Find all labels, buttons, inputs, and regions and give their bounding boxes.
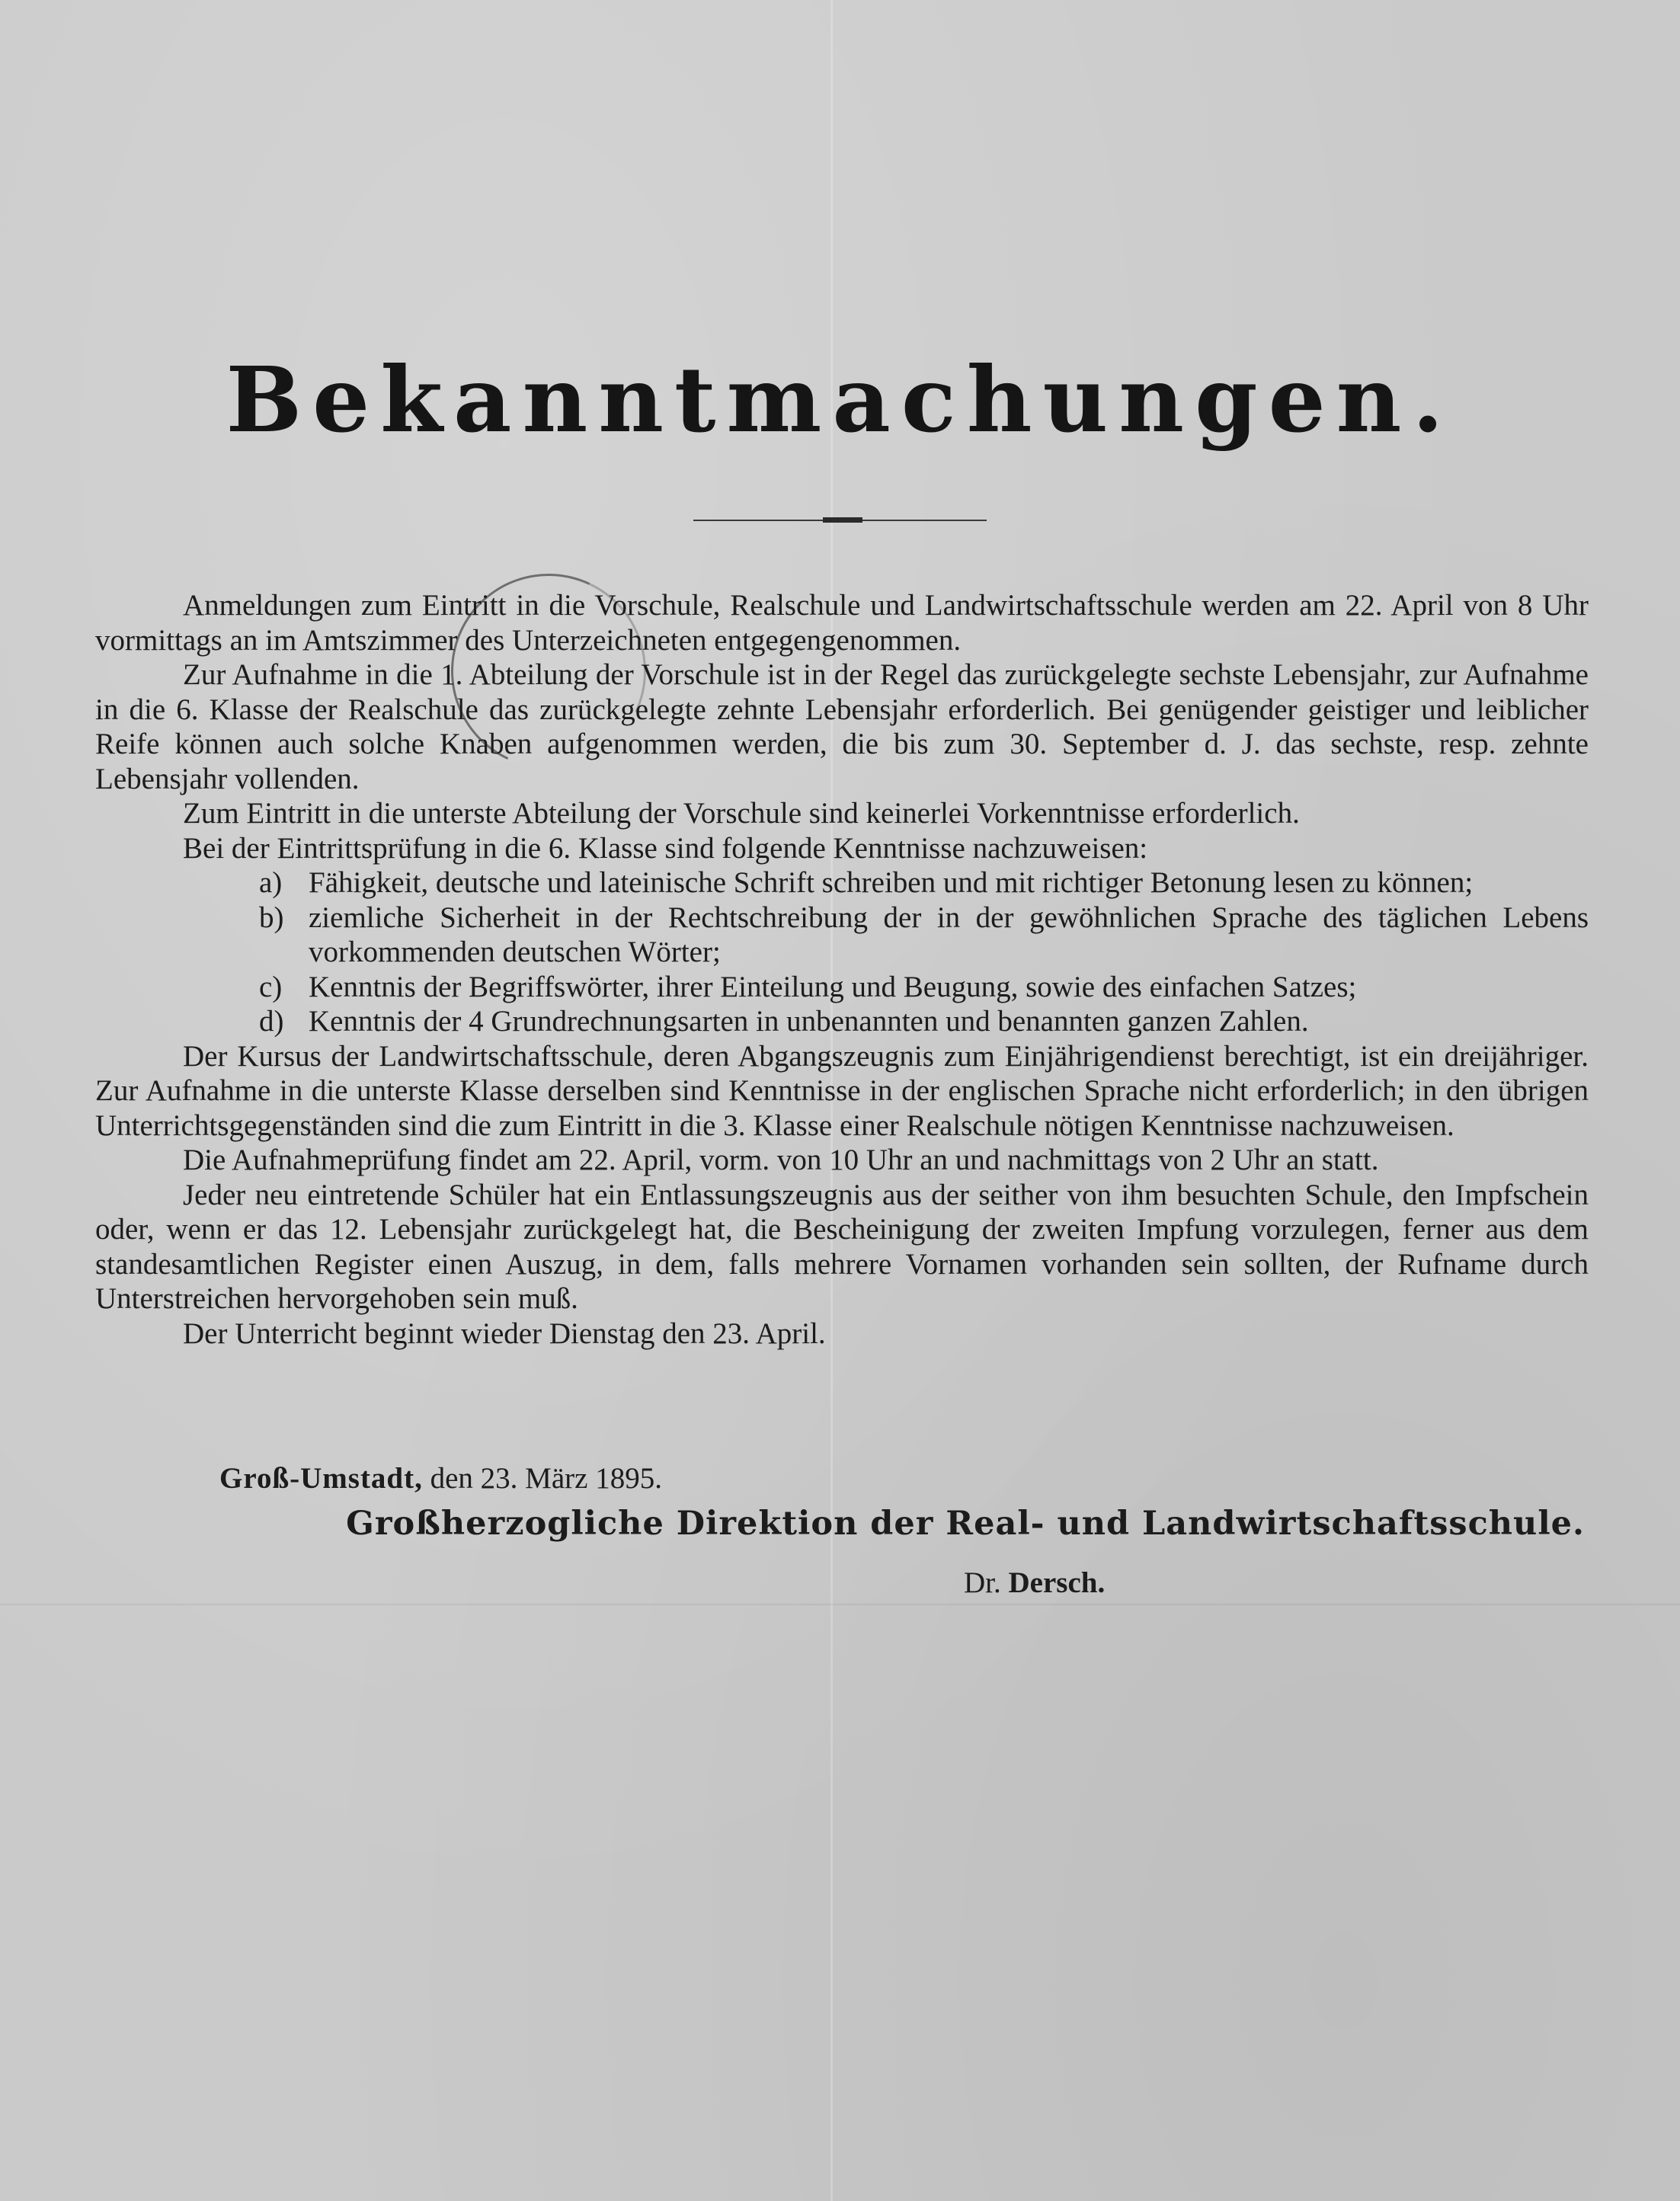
list-item — [95, 1004, 1589, 1039]
list-item-text: ziemliche Sicherheit in der Rechtschreibung der in der gewöhnlichen Sprache des täglichen Lebens vorkommenden deutschen Wörter; — [309, 901, 1589, 968]
paragraph: Anmeldungen zum Eintritt in die Vorschule, Realschule und Landwirtschaftsschule werden am 22. April von 8 Uhr vormittags an im Amtszimmer des Unterzeichneten entgegengenommen. — [95, 589, 1589, 657]
dateline-date: den 23. März 1895. — [430, 1462, 662, 1495]
list-item-label: d) — [259, 1005, 284, 1038]
paragraph: Die Aufnahmeprüfung findet am 22. April, vorm. von 10 Uhr an und nachmittags von 2 Uhr an statt. — [183, 1144, 1379, 1176]
dateline — [219, 1461, 662, 1496]
signature-name: Dersch. — [1008, 1566, 1106, 1599]
list-item — [95, 865, 1589, 901]
title-rule-ornament — [823, 517, 862, 523]
list-item — [95, 901, 1589, 970]
signature — [964, 1566, 1105, 1600]
list-item-label: c) — [259, 970, 283, 1003]
list-item-label: b) — [259, 901, 284, 934]
document-title: Bekanntmachungen. — [226, 347, 1454, 453]
list-item-text: Kenntnis der Begriffswörter, ihrer Einteilung und Beugung, sowie des einfachen Satzes; — [309, 970, 1357, 1003]
paragraph: Zum Eintritt in die unterste Abteilung der Vorschule sind keinerlei Vorkenntnisse erforderlich. — [183, 797, 1300, 830]
paragraph: Bei der Eintrittsprüfung in die 6. Klasse sind folgende Kenntnisse nachzuweisen: — [183, 831, 1148, 865]
paragraph: Jeder neu eintretende Schüler hat ein Entlassungszeugnis aus der seither von ihm besuchten Schule, den Impfschein oder, wenn er das 12. Lebensjahr zurückgelegt hat, die Bescheinigung der zweiten Impfung vorzulegen, ferner aus dem standesamtlichen Register einen Auszug, in dem, falls mehrere Vornamen vorhanden sein sollten, der Rufname durch Unterstreichen hervorgehoben sein muß. — [95, 1178, 1589, 1315]
paragraph: Zur Aufnahme in die 1. Abteilung der Vorschule ist in der Regel das zurückgelegte sechste Lebensjahr, zur Aufnahme in die 6. Klasse der Realschule das zurückgelegte zehnte Lebensjahr erforderlich. Bei genügender geistiger und leiblicher Reife können auch solche Knaben aufgenommen werden, die bis zum 30. September d. J. das sechste, resp. zehnte Lebensjahr vollenden. — [95, 658, 1589, 795]
signature-prefix: Dr. — [964, 1566, 1001, 1599]
list-item-text: Kenntnis der 4 Grundrechnungsarten in unbenannten und benannten ganzen Zahlen. — [309, 1005, 1309, 1038]
paragraph: Der Unterricht beginnt wieder Dienstag den 23. April. — [183, 1316, 826, 1350]
list-item-text: Fähigkeit, deutsche und lateinische Schrift schreiben und mit richtiger Betonung lesen zu können; — [309, 866, 1474, 899]
dateline-place: Groß-Umstadt, — [219, 1462, 423, 1495]
issuing-authority: Großherzogliche Direktion der Real- und Landwirtschaftsschule. — [346, 1505, 1585, 1543]
list-item — [95, 970, 1589, 1005]
paragraph: Der Kursus der Landwirtschaftsschule, deren Abgangszeugnis zum Einjährigendienst berechtigt, ist ein dreijähriger. Zur Aufnahme in die unterste Klasse derselben sind Kenntnisse in der englischen Sprache nicht erforderlich; in den übrigen Unterrichtsgegenständen sind die zum Eintritt in die 3. Klasse einer Realschule nötigen Kenntnisse nachzuweisen. — [95, 1039, 1589, 1142]
announcement-body — [95, 588, 1589, 1351]
paper-fold-horizontal — [0, 1604, 1680, 1605]
list-item-label: a) — [259, 866, 283, 899]
